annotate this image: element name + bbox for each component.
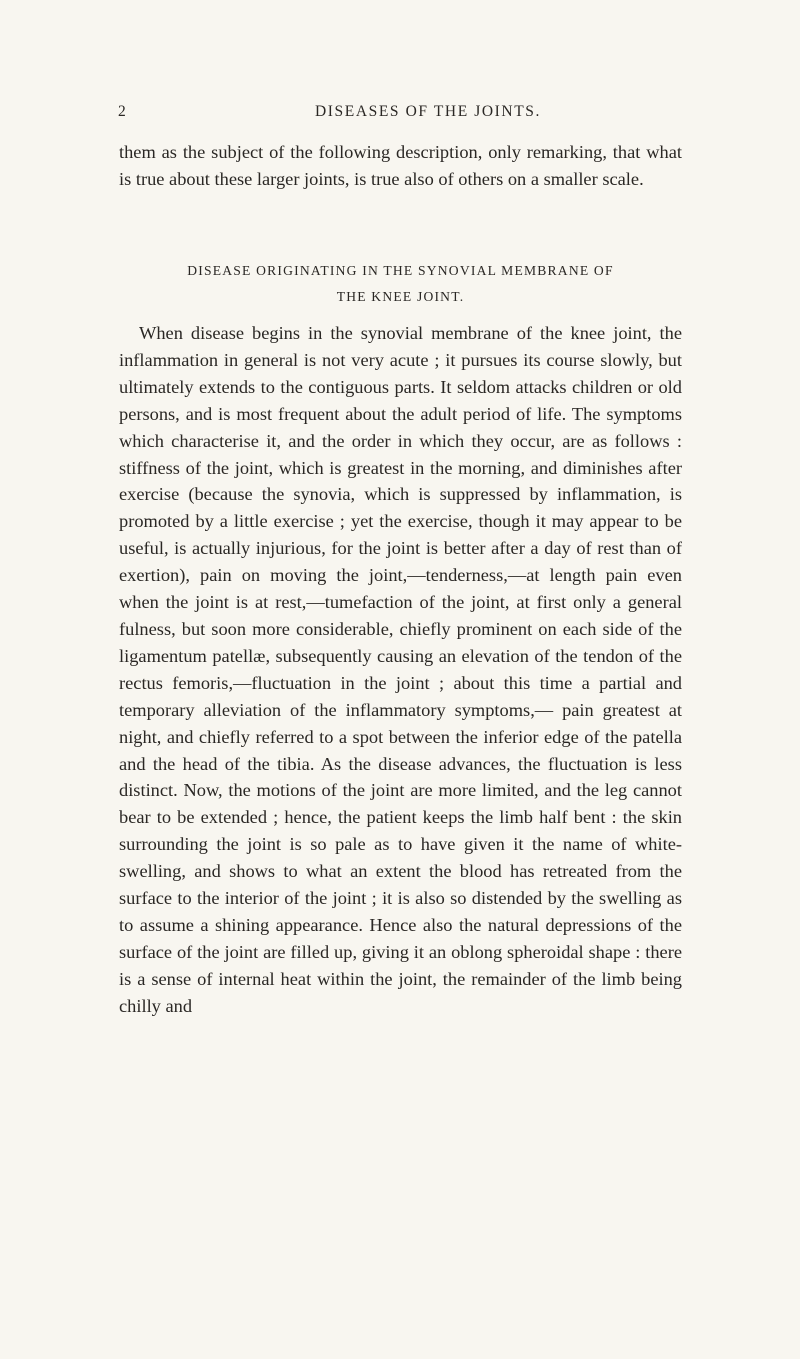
running-head — [118, 103, 678, 125]
section-heading — [119, 258, 682, 309]
body-paragraph: When disease begins in the synovial membrane of the knee joint, the inflammation in general is not very acute ; it pursues its course slowly, but ultimately extends to the contiguous parts. It seldom attacks children or old persons, and is most frequent about the adult period of life. The symptoms which characterise it, and the order in which they occur, are as follows : stiffness of the joint, which is greatest in the morning, and diminishes after exercise (because the synovia, which is suppressed by inflammation, is promoted by a little exercise ; yet the exercise, though it may appear to be useful, is actually injurious, for the joint is better after a day of rest than of exertion), pain on moving the joint,—tenderness,—at length pain even when the joint is at rest,—tumefaction of the joint, at first only a general fulness, but soon more considerable, chiefly prominent on each side of the ligamentum patellæ, subsequently causing an elevation of the tendon of the rectus femoris,—fluctuation in the joint ; about this time a partial and temporary alleviation of the inflammatory symptoms,— pain greatest at night, and chiefly referred to a spot between the inferior edge of the patella and the head of the tibia. As the disease advances, the fluctuation is less distinct. Now, the motions of the joint are more limited, and the leg cannot bear to be extended ; hence, the patient keeps the limb half bent : the skin surrounding the joint is so pale as to have given it the name of white-swelling, and shows to what an extent the blood has retreated from the surface to the interior of the joint ; it is also so distended by the swelling as to assume a shining appearance. Hence also the natural depressions of the surface of the joint are filled up, giving it an oblong spheroidal shape : there is a sense of internal heat within the joint, the remainder of the limb being chilly and — [119, 323, 682, 1016]
section-heading-line-2: THE KNEE JOINT. — [336, 288, 465, 304]
section-heading-line-1: DISEASE ORIGINATING IN THE SYNOVIAL MEMBRANE OF — [187, 263, 614, 278]
page-number: 2 — [118, 103, 128, 120]
running-title: DISEASES OF THE JOINTS. — [315, 103, 541, 120]
intro-paragraph: them as the subject of the following description, only remarking, that what is true about these larger joints, is true also of others on a smaller scale. — [119, 142, 682, 189]
